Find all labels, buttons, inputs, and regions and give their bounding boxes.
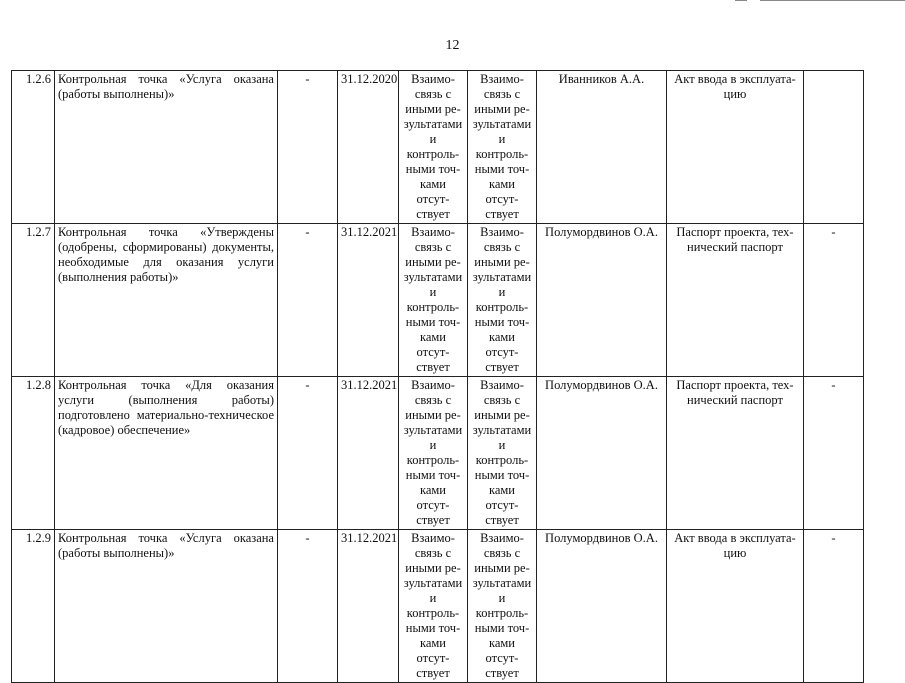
control-point-title: Контрольная точка «Услуга оказана (работы выполнены)» <box>55 71 278 224</box>
responsible-person: Полумордвинов О.А. <box>537 377 667 530</box>
dash-cell <box>804 71 864 224</box>
responsible-person: Иванников А.А. <box>537 71 667 224</box>
relation-cell: Взаимо- связь с иными ре- зультатами и контроль- ными точ- ками отсут- ствует <box>399 530 468 683</box>
result-document: Акт ввода в эксплуата- цию <box>667 530 804 683</box>
responsible-person: Полумордвинов О.А. <box>537 224 667 377</box>
responsible-person: Полумордвинов О.А. <box>537 530 667 683</box>
relation-cell: Взаимо- связь с иными ре- зультатами и контроль- ными точ- ками отсут- ствует <box>468 71 537 224</box>
row-number: 1.2.9 <box>12 530 55 683</box>
dash-cell: - <box>278 530 338 683</box>
deadline-date: 31.12.2021 <box>338 377 399 530</box>
row-number: 1.2.6 <box>12 71 55 224</box>
dash-cell: - <box>278 377 338 530</box>
relation-cell: Взаимо- связь с иными ре- зультатами и контроль- ными точ- ками отсут- ствует <box>399 71 468 224</box>
row-number: 1.2.7 <box>12 224 55 377</box>
page-number: 12 <box>445 38 460 53</box>
deadline-date: 31.12.2021 <box>338 224 399 377</box>
top-rule-right <box>760 0 905 1</box>
dash-cell: - <box>278 71 338 224</box>
table-row <box>12 71 864 224</box>
deadline-date: 31.12.2021 <box>338 530 399 683</box>
control-points-table <box>11 70 864 683</box>
top-rule-left <box>735 0 747 1</box>
relation-cell: Взаимо- связь с иными ре- зультатами и контроль- ными точ- ками отсут- ствует <box>399 224 468 377</box>
control-point-title: Контрольная точка «Для оказания услуги (выполнения работы) подготовлено материально-техническое (кадровое) обеспечение» <box>55 377 278 530</box>
deadline-date: 31.12.2020 <box>338 71 399 224</box>
table-row <box>12 530 864 683</box>
control-point-title: Контрольная точка «Утверждены (одобрены, сформированы) документы, необходимые для оказания услуги (выполнения работы)» <box>55 224 278 377</box>
table-row <box>12 377 864 530</box>
table-row <box>12 224 864 377</box>
relation-cell: Взаимо- связь с иными ре- зультатами и контроль- ными точ- ками отсут- ствует <box>468 530 537 683</box>
result-document: Паспорт проекта, тех- нический паспорт <box>667 224 804 377</box>
result-document: Паспорт проекта, тех- нический паспорт <box>667 377 804 530</box>
relation-cell: Взаимо- связь с иными ре- зультатами и контроль- ными точ- ками отсут- ствует <box>468 377 537 530</box>
dash-cell: - <box>804 224 864 377</box>
dash-cell: - <box>804 530 864 683</box>
dash-cell: - <box>804 377 864 530</box>
row-number: 1.2.8 <box>12 377 55 530</box>
result-document: Акт ввода в эксплуата- цию <box>667 71 804 224</box>
relation-cell: Взаимо- связь с иными ре- зультатами и контроль- ными точ- ками отсут- ствует <box>399 377 468 530</box>
control-point-title: Контрольная точка «Услуга оказана (работы выполнены)» <box>55 530 278 683</box>
relation-cell: Взаимо- связь с иными ре- зультатами и контроль- ными точ- ками отсут- ствует <box>468 224 537 377</box>
dash-cell: - <box>278 224 338 377</box>
